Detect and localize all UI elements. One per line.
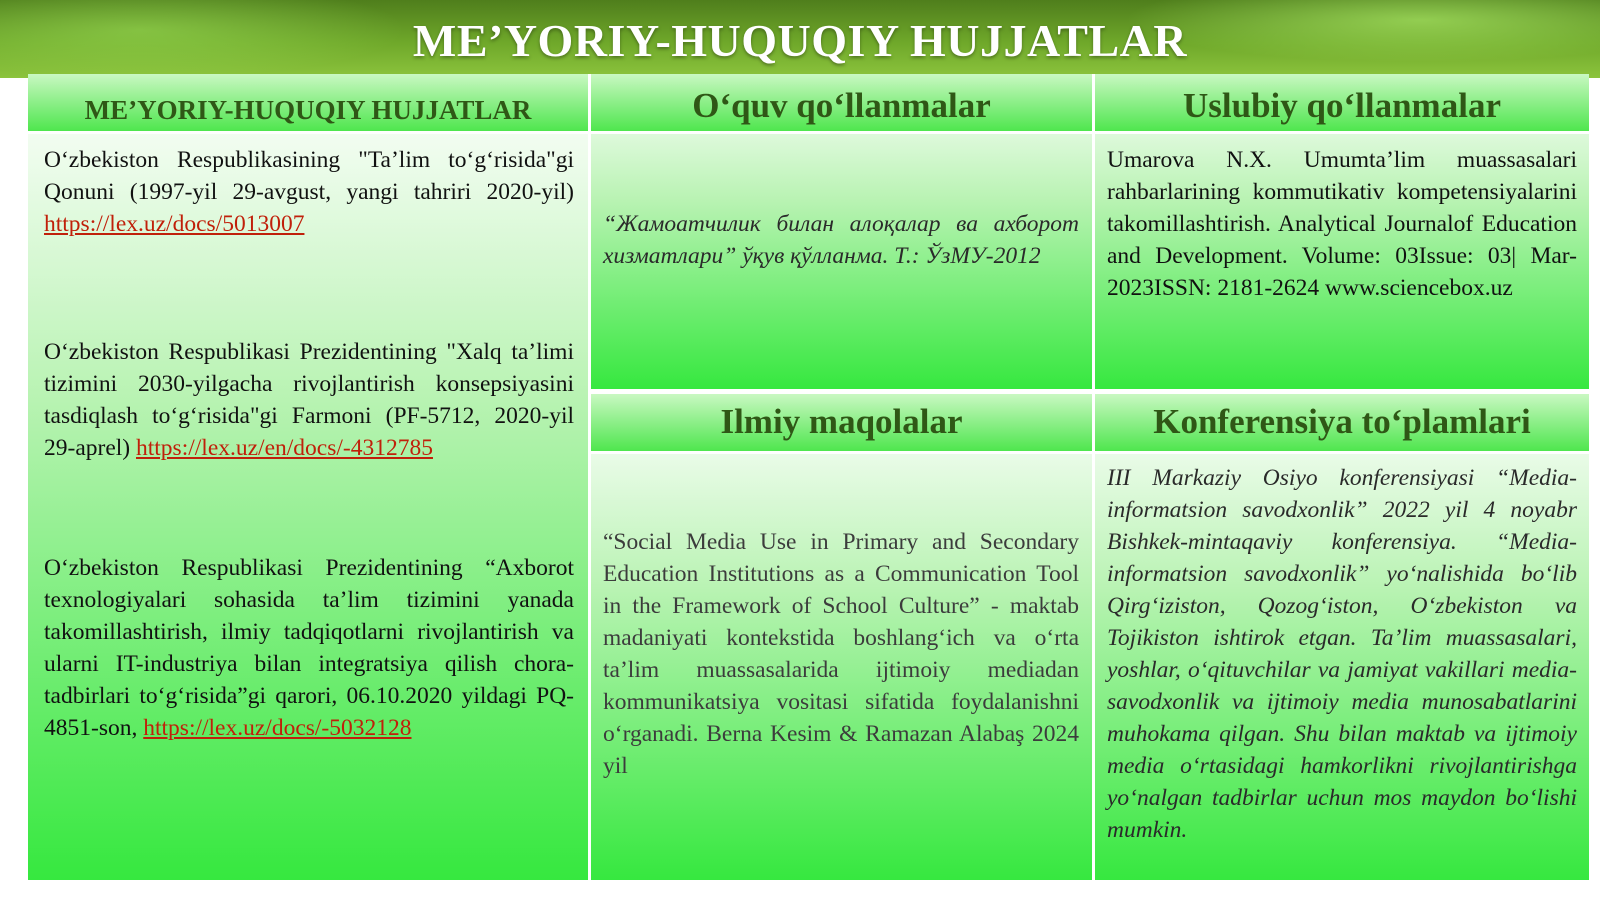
methodical-manuals-panel [1095, 74, 1589, 389]
page-title: ME’YORIY-HUQUQIY HUJJATLAR [412, 15, 1188, 66]
legal-document-item [44, 144, 574, 240]
title-banner [0, 0, 1600, 78]
legal-document-item [44, 336, 574, 464]
legal-document-text: O‘zbekiston Respublikasining "Ta’lim to‘g‘risida"gi Qonuni (1997-yil 29-avgust, yangi tahriri 2020-yil) [44, 147, 574, 205]
legal-document-text: O‘zbekiston Respublikasi Prezidentining “Axborot texnologiyalari sohasida ta’lim tizimini yanada takomillashtirish, ilmiy tadqiqotlarni rivojlantirish va ularni IT-industriya bilan integratsiya qilish chora-tadbirlari to‘g‘risida”gi qarori, 06.10.2020 yildagi PQ-4851-son, [44, 555, 574, 741]
legal-document-text: O‘zbekiston Respublikasi Prezidentining "Xalq ta’limi tizimini 2030-yilgacha rivojlantirish konsepsiyasini tasdiqlash to‘g‘risida"gi Farmoni (PF-5712, 2020-yil 29-aprel) [44, 339, 574, 461]
legal-document-item [44, 552, 574, 744]
legal-documents-panel [28, 74, 588, 880]
methodical-manuals-header: Uslubiy qo‘llanmalar [1095, 74, 1589, 134]
textbooks-panel [591, 74, 1092, 389]
scientific-articles-panel [591, 394, 1092, 880]
legal-documents-header: ME’YORIY-HUQUQIY HUJJATLAR [28, 74, 588, 134]
legal-document-link[interactable]: https://lex.uz/docs/5013007 [44, 211, 305, 237]
conference-proceedings-panel [1095, 394, 1589, 880]
conference-proceedings-text: III Markaziy Osiyo konferensiyasi “Media-informatsion savodxonlik” 2022 yil 4 noyabr Bishkek-mintaqaviy konferensiya. “Media-informatsion savodxonlik” yo‘nalishida bo‘lib Qirg‘iziston, Qozog‘iston, O‘zbekiston va Tojikiston ishtirok etgan. Ta’lim muassasalari, yoshlar, o‘qituvchilar va jamiyat vakillari media-savodxonlik va ijtimoiy media munosabatlarini muhokama qilgan. Shu bilan maktab va ijtimoiy media o‘rtasidagi hamkorlikni rivojlantirishga yo‘nalgan tadbirlar uchun mos maydon bo‘lishi mumkin. [1107, 465, 1577, 843]
legal-document-link[interactable]: https://lex.uz/en/docs/-4312785 [136, 435, 433, 461]
scientific-articles-text: “Social Media Use in Primary and Secondary Education Institutions as a Communication Tool in the Framework of School Culture” - maktab madaniyati kontekstida boshlang‘ich va o‘rta ta’lim muassasalarida ijtimoiy mediadan kommunikatsiya vositasi sifatida foydalanishni o‘rganadi. Berna Kesim & Ramazan Alabaş 2024 yil [603, 529, 1079, 779]
row-divider [591, 389, 1589, 394]
textbooks-header: O‘quv qo‘llanmalar [591, 74, 1092, 134]
textbooks-text: “Жамоатчилик билан алоқалар ва ахборот хизматлари” ўқув қўлланма. Т.: ЎзМУ-2012 [603, 211, 1079, 269]
scientific-articles-header: Ilmiy maqolalar [591, 394, 1092, 454]
methodical-manuals-text: Umarova N.X. Umumta’lim muassasalari rahbarlarining kommutikativ kompetensiyalarini takomillashtirish. Analytical Journalof Education and Development. Volume: 03Issue: 03| Mar-2023ISSN: 2181-2624 www.sciencebox.uz [1107, 147, 1577, 301]
conference-proceedings-header: Konferensiya to‘plamlari [1095, 394, 1589, 454]
legal-document-link[interactable]: https://lex.uz/docs/-5032128 [143, 715, 412, 741]
